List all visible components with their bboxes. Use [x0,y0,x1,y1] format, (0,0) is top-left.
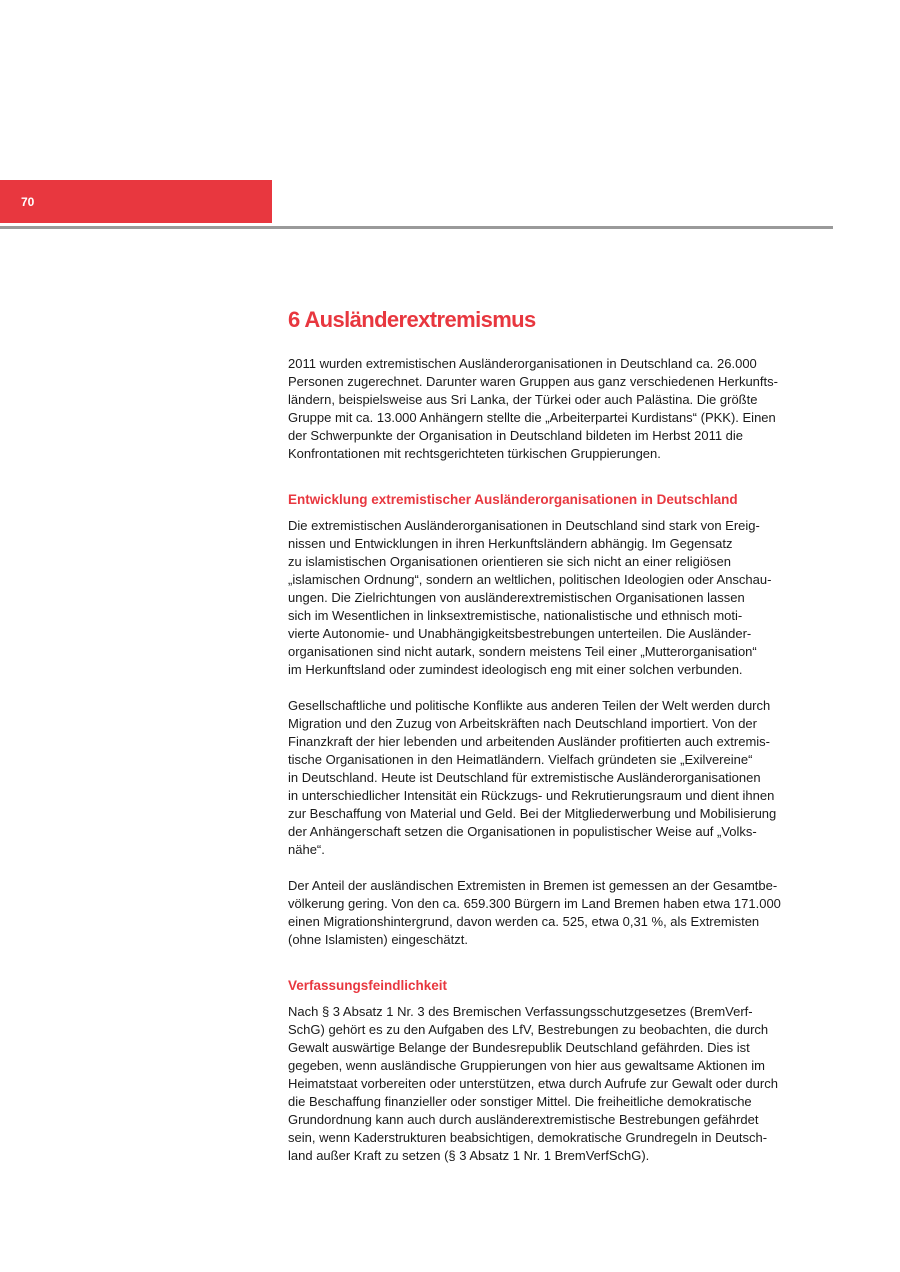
section-heading-verfassungsfeindlichkeit: Verfassungsfeindlichkeit [288,978,448,993]
section-paragraph: Nach § 3 Absatz 1 Nr. 3 des Bremischen Verfassungsschutzgesetzes (BremVerf- SchG) gehört es zu den Aufgaben des LfV, Bestrebungen zu beobachten, die durch Gewalt auswärtige Belange der Bundesrepublik Deutschland gefährden. Dies ist gegeben, wenn ausländische Gruppierungen von hier aus gewaltsame Aktionen im Heimatstaat vorbereiten oder unterstützen, etwa durch Aufrufe zur Gewalt oder durch die Beschaffung finanzieller oder sonstiger Mittel. Die freiheitliche demokratische Grundordnung kann auch durch ausländerextremistische Bestrebungen gefährdet sein, wenn Kaderstrukturen beabsichtigen, demokratische Grundregeln in Deutsch- land außer Kraft zu setzen (§ 3 Absatz 1 Nr. 1 BremVerfSchG). [288,1004,778,1163]
header-rule [0,226,833,229]
chapter-intro-paragraph: 2011 wurden extremistischen Ausländerorganisationen in Deutschland ca. 26.000 Personen zugerechnet. Darunter waren Gruppen aus ganz verschiedenen Herkunfts- ländern, beispielsweise aus Sri Lanka, der Türkei oder auch Palästina. Die größte Gruppe mit ca. 13.000 Anhängern stellte die „Arbeiterpartei Kurdistans“ (PKK). Einen der Schwerpunkte der Organisation in Deutschland bildeten im Herbst 2011 die Konfrontationen mit rechtsgerichteten türkischen Gruppierungen. [288,356,778,461]
page-number-bar [0,180,272,223]
section-paragraph: Die extremistischen Ausländerorganisationen in Deutschland sind stark von Ereig- nissen und Entwicklungen in ihren Herkunftsländern abhängig. Im Gegensatz zu islamistischen Organisationen orientieren sie sich nicht an einer religiösen „islamischen Ordnung“, sondern an weltlichen, politischen Ideologien oder Anschau- ungen. Die Zielrichtungen von ausländerextremistischen Organisationen lassen sich im Wesentlichen in linksextremistische, nationalistische und ethnisch moti- vierte Autonomie- und Unabhängigkeitsbestrebungen unterteilen. Die Ausländer- organisationen sind nicht autark, sondern meistens Teil einer „Mutterorganisation“ im Herkunftsland oder zumindest ideologisch eng mit einer solchen verbunden. [288,518,772,677]
section-heading-entwicklung: Entwicklung extremistischer Ausländerorganisationen in Deutschland [288,492,738,507]
section-paragraph: Gesellschaftliche und politische Konflikte aus anderen Teilen der Welt werden durch Migration und den Zuzug von Arbeitskräften nach Deutschland importiert. Von der Finanzkraft der hier lebenden und arbeitenden Ausländer profitierten auch extremis- tische Organisationen in den Heimatländern. Vielfach gründeten sie „Exilvereine“ in Deutschland. Heute ist Deutschland für extremistische Ausländerorganisationen in unterschiedlicher Intensität ein Rückzugs- und Rekrutierungsraum und dient ihnen zur Beschaffung von Material und Geld. Bei der Mitgliederwerbung und Mobilisierung der Anhängerschaft setzen die Organisationen in populistischer Weise auf „Volks- nähe“. [288,698,777,857]
page-number: 70 [21,195,35,209]
chapter-title: 6 Ausländerextremismus [288,307,536,332]
section-paragraph: Der Anteil der ausländischen Extremisten in Bremen ist gemessen an der Gesamtbe- völkerung gering. Von den ca. 659.300 Bürgern im Land Bremen haben etwa 171.000 einen Migrationshintergrund, davon werden ca. 525, etwa 0,31 %, als Extremisten (ohne Islamisten) eingeschätzt. [288,878,781,947]
page-content [288,305,836,1165]
